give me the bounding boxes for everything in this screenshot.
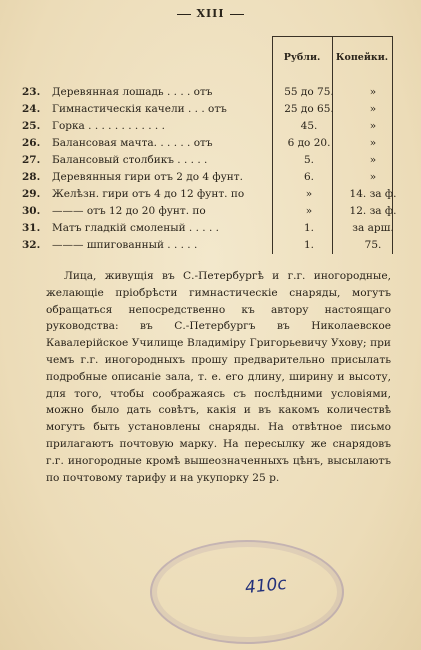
item-name: Горка . . . . . . . . . . . . — [52, 120, 165, 132]
price-row — [22, 205, 402, 218]
price-row — [22, 171, 402, 184]
item-rubles: 6. — [303, 171, 315, 183]
body-paragraph — [46, 268, 391, 486]
item-rubles: » — [305, 205, 313, 217]
item-number: 24. — [22, 103, 41, 115]
paragraph-text: Лица, живущія въ С.-Петербургѣ и г.г. иногородные, желающіе пріобрѣсти гимнастическіе снаряды, могутъ обращаться непосредственно къ автору настоящаго руководства: въ С.-Петербургъ въ Николаевское Кавалерійское Училище Владиміру Григорьевичу Уховy; при чемъ г.г. иногородныхъ прошу предварительно присылать подробные описаніе зала, т. е. его длину, ширину и высоту, для того, чтобы соображаясь съ послѣдними условіями, можно было дать совѣтъ, какія и въ какомъ количествѣ могутъ быть установлены снаряды. На отвѣтное письмо прилагаютъ почтовую марку. На пересылку же снарядовъ г.г. иногородные кромѣ вышеозначенныхъ цѣнъ, высылаютъ по почтовому тарифу и на укупорку 25 р. — [46, 270, 391, 484]
item-kopecks: 14. за ф. — [349, 188, 397, 200]
item-name: Балансовый столбикъ . . . . . — [52, 154, 208, 166]
price-row — [22, 222, 402, 235]
item-rubles: 55 до 75. — [284, 86, 334, 98]
item-number: 30. — [22, 205, 41, 217]
price-row — [22, 137, 402, 150]
item-kopecks: » — [369, 86, 377, 98]
item-number: 23. — [22, 86, 41, 98]
item-name: Матъ гладкій смоленый . . . . . — [52, 222, 219, 234]
item-number: 26. — [22, 137, 41, 149]
item-number: 28. — [22, 171, 41, 183]
item-name: ——— отъ 12 до 20 фунт. по — [52, 205, 206, 217]
page-header — [0, 7, 421, 20]
price-row — [22, 86, 402, 99]
item-kopecks: за арш. — [352, 222, 394, 234]
price-row — [22, 188, 402, 201]
item-rubles: 1. — [303, 239, 315, 251]
item-kopecks: » — [369, 103, 377, 115]
item-name: Деревянная лошадь . . . . отъ — [52, 86, 213, 98]
item-name: Деревянныя гири отъ 2 до 4 фунт. — [52, 171, 243, 183]
item-rubles: 5. — [303, 154, 315, 166]
price-row — [22, 239, 402, 252]
item-name: Гимнастическія качели . . . отъ — [52, 103, 227, 115]
item-name: ——— шпигованный . . . . . — [52, 239, 198, 251]
item-rubles: 6 до 20. — [287, 137, 331, 149]
column-header-rubles: Рубли. — [283, 52, 321, 63]
item-kopecks: » — [369, 137, 377, 149]
column-header-kopecks: Копейки. — [335, 52, 389, 63]
item-kopecks: 75. — [364, 239, 382, 251]
price-row — [22, 120, 402, 133]
item-kopecks: » — [369, 154, 377, 166]
item-kopecks: 12. за ф. — [349, 205, 397, 217]
price-row — [22, 154, 402, 167]
item-name: Желѣзн. гири отъ 4 до 12 фунт. по — [52, 188, 245, 200]
item-rubles: » — [305, 188, 313, 200]
item-kopecks: » — [369, 171, 377, 183]
item-number: 32. — [22, 239, 41, 251]
price-row — [22, 103, 402, 116]
handwritten-inventory-number: 410с — [244, 573, 288, 599]
header-dash-left — [177, 14, 191, 15]
item-name: Балансовая мачта. . . . . . отъ — [52, 137, 213, 149]
item-number: 29. — [22, 188, 41, 200]
item-rubles: 1. — [303, 222, 315, 234]
header-dash-right — [230, 14, 244, 15]
item-kopecks: » — [369, 120, 377, 132]
item-rubles: 25 до 65. — [284, 103, 334, 115]
item-number: 25. — [22, 120, 41, 132]
item-number: 31. — [22, 222, 41, 234]
item-number: 27. — [22, 154, 41, 166]
item-rubles: 45. — [300, 120, 318, 132]
page-number: XIII — [196, 7, 225, 20]
